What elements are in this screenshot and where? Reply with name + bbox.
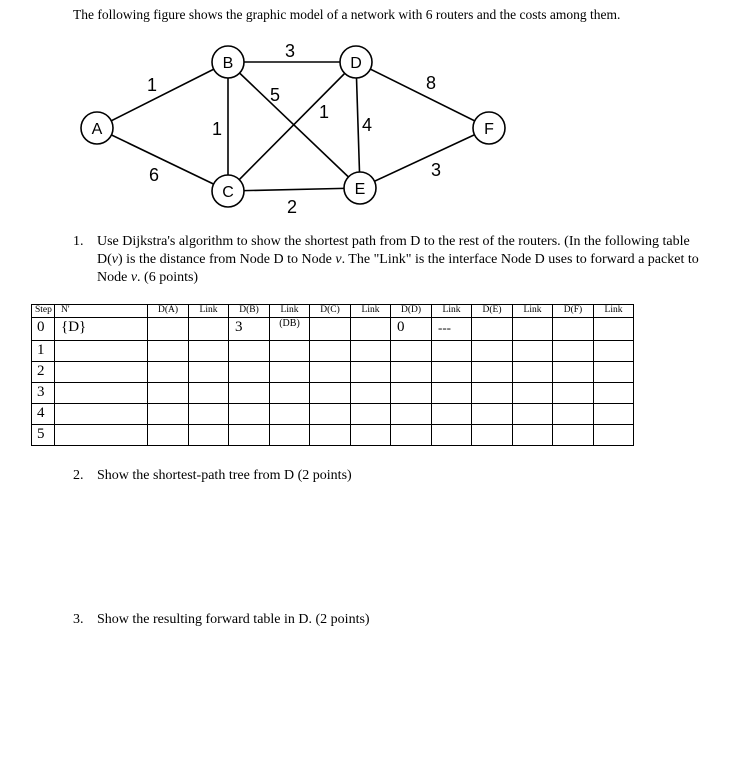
table-cell[interactable] [391,404,432,425]
link-b-cell[interactable]: (DB) [270,318,310,341]
header-d-a: D(A) [148,305,189,318]
table-cell[interactable] [148,318,189,341]
table-cell[interactable] [594,383,634,404]
table-cell[interactable] [270,362,310,383]
edge-d-e [356,62,360,188]
question-3-text: Show the resulting forward table in D. (2 points) [97,612,370,627]
question-3-number: 3. [73,612,84,627]
node-f-label: F [484,121,494,138]
header-link-b: Link [270,305,310,318]
cost-c-d: 1 [318,102,330,122]
table-cell[interactable] [553,404,594,425]
table-cell[interactable] [391,341,432,362]
table-cell[interactable] [189,318,229,341]
header-link-f: Link [594,305,634,318]
table-cell[interactable] [432,404,472,425]
table-cell[interactable] [229,362,270,383]
question-2-text: Show the shortest-path tree from D (2 points) [97,468,352,483]
table-cell[interactable] [310,362,351,383]
edge-d-f [356,62,489,128]
cost-b-c: 1 [211,119,223,139]
table-cell[interactable] [553,383,594,404]
table-cell[interactable] [513,341,553,362]
table-row [32,404,634,425]
header-d-b: D(B) [229,305,270,318]
cost-b-d: 3 [284,41,296,61]
header-d-f: D(F) [553,305,594,318]
header-link-d: Link [432,305,472,318]
table-cell[interactable] [351,362,391,383]
table-cell[interactable] [351,383,391,404]
table-row [32,425,634,446]
table-cell[interactable] [148,383,189,404]
table-cell[interactable] [432,425,472,446]
table-cell[interactable] [553,362,594,383]
intro-text: The following figure shows the graphic model of a network with 6 routers and the costs among them. [73,7,621,22]
table-cell[interactable] [55,341,148,362]
table-cell[interactable] [55,362,148,383]
table-cell[interactable] [351,404,391,425]
table-cell[interactable] [189,362,229,383]
table-cell[interactable] [270,383,310,404]
table-cell[interactable] [594,341,634,362]
cost-a-b: 1 [146,75,158,95]
table-row [32,318,634,341]
table-cell[interactable] [310,425,351,446]
cost-b-e: 5 [269,85,281,105]
table-cell[interactable] [472,362,513,383]
cost-d-e: 4 [361,115,373,135]
table-cell[interactable] [148,425,189,446]
table-cell[interactable] [270,404,310,425]
d-d-cell[interactable]: 0 [391,318,432,341]
question-1-text: Use Dijkstra's algorithm to show the shortest path from D to the rest of the routers. (In the following table D(v) is the distance from Node D to Node v. The "Link" is the interface Node D uses to forward a packet to Node v. (6 points) [97,234,699,285]
d-b-cell[interactable]: 3 [229,318,270,341]
table-cell[interactable] [594,404,634,425]
table-cell[interactable] [472,404,513,425]
cost-c-e: 2 [286,197,298,217]
table-row [32,383,634,404]
table-row [32,341,634,362]
table-cell[interactable] [310,318,351,341]
table-cell[interactable] [270,425,310,446]
table-cell[interactable] [351,341,391,362]
table-cell[interactable] [513,383,553,404]
header-d-e: D(E) [472,305,513,318]
table-cell[interactable] [55,383,148,404]
table-cell[interactable] [189,404,229,425]
step-cell: 0 [32,318,55,341]
table-cell[interactable] [391,383,432,404]
table-cell[interactable] [472,425,513,446]
node-a-label: A [91,121,103,138]
cost-a-c: 6 [148,165,160,185]
table-cell[interactable] [310,383,351,404]
table-cell[interactable] [472,341,513,362]
step-cell: 4 [32,404,55,425]
header-d-c: D(C) [310,305,351,318]
table-cell[interactable] [189,383,229,404]
table-cell[interactable] [553,425,594,446]
table-cell[interactable] [594,362,634,383]
step-cell: 1 [32,341,55,362]
table-cell[interactable] [594,425,634,446]
step-cell: 2 [32,362,55,383]
table-cell[interactable] [553,318,594,341]
table-row [32,362,634,383]
table-cell[interactable] [513,404,553,425]
table-cell[interactable] [148,341,189,362]
step-cell: 5 [32,425,55,446]
header-link-c: Link [351,305,391,318]
table-cell[interactable] [432,383,472,404]
table-cell[interactable] [189,425,229,446]
table-cell[interactable] [148,404,189,425]
node-d-label: D [350,55,362,72]
edge-e-f [360,128,489,188]
question-1-number: 1. [73,234,84,249]
table-cell[interactable] [432,362,472,383]
table-cell[interactable] [55,425,148,446]
table-cell[interactable] [310,341,351,362]
header-step: Step [32,305,55,318]
edge-a-c [97,128,228,191]
table-cell[interactable] [594,318,634,341]
node-e-label: E [354,181,366,198]
table-cell[interactable] [513,362,553,383]
table-cell[interactable] [229,341,270,362]
table-cell[interactable] [229,383,270,404]
table-cell[interactable] [472,318,513,341]
table-cell[interactable] [229,404,270,425]
dijkstra-table [31,304,634,446]
edge-c-e [228,188,360,191]
header-link-e: Link [513,305,553,318]
header-n-prime: N' [55,305,148,318]
cost-e-f: 3 [430,160,442,180]
n-prime-cell[interactable]: {D} [55,318,148,341]
table-header-row [32,305,634,318]
header-link-a: Link [189,305,229,318]
table-cell[interactable] [189,341,229,362]
table-cell[interactable] [391,425,432,446]
question-2-number: 2. [73,468,84,483]
table-cell[interactable] [391,362,432,383]
table-cell[interactable] [553,341,594,362]
step-cell: 3 [32,383,55,404]
table-cell[interactable] [432,341,472,362]
table-cell[interactable] [148,362,189,383]
node-b-label: B [222,55,234,72]
table-cell[interactable] [229,425,270,446]
cost-d-f: 8 [425,73,437,93]
table-cell[interactable] [351,425,391,446]
edge-a-b [97,62,228,128]
header-d-d: D(D) [391,305,432,318]
table-cell[interactable] [472,383,513,404]
table-cell[interactable] [513,425,553,446]
node-c-label: C [222,184,234,201]
link-d-cell[interactable]: --- [432,318,472,341]
table-cell[interactable] [55,404,148,425]
table-cell[interactable] [513,318,553,341]
table-cell[interactable] [351,318,391,341]
table-cell[interactable] [270,341,310,362]
table-cell[interactable] [310,404,351,425]
